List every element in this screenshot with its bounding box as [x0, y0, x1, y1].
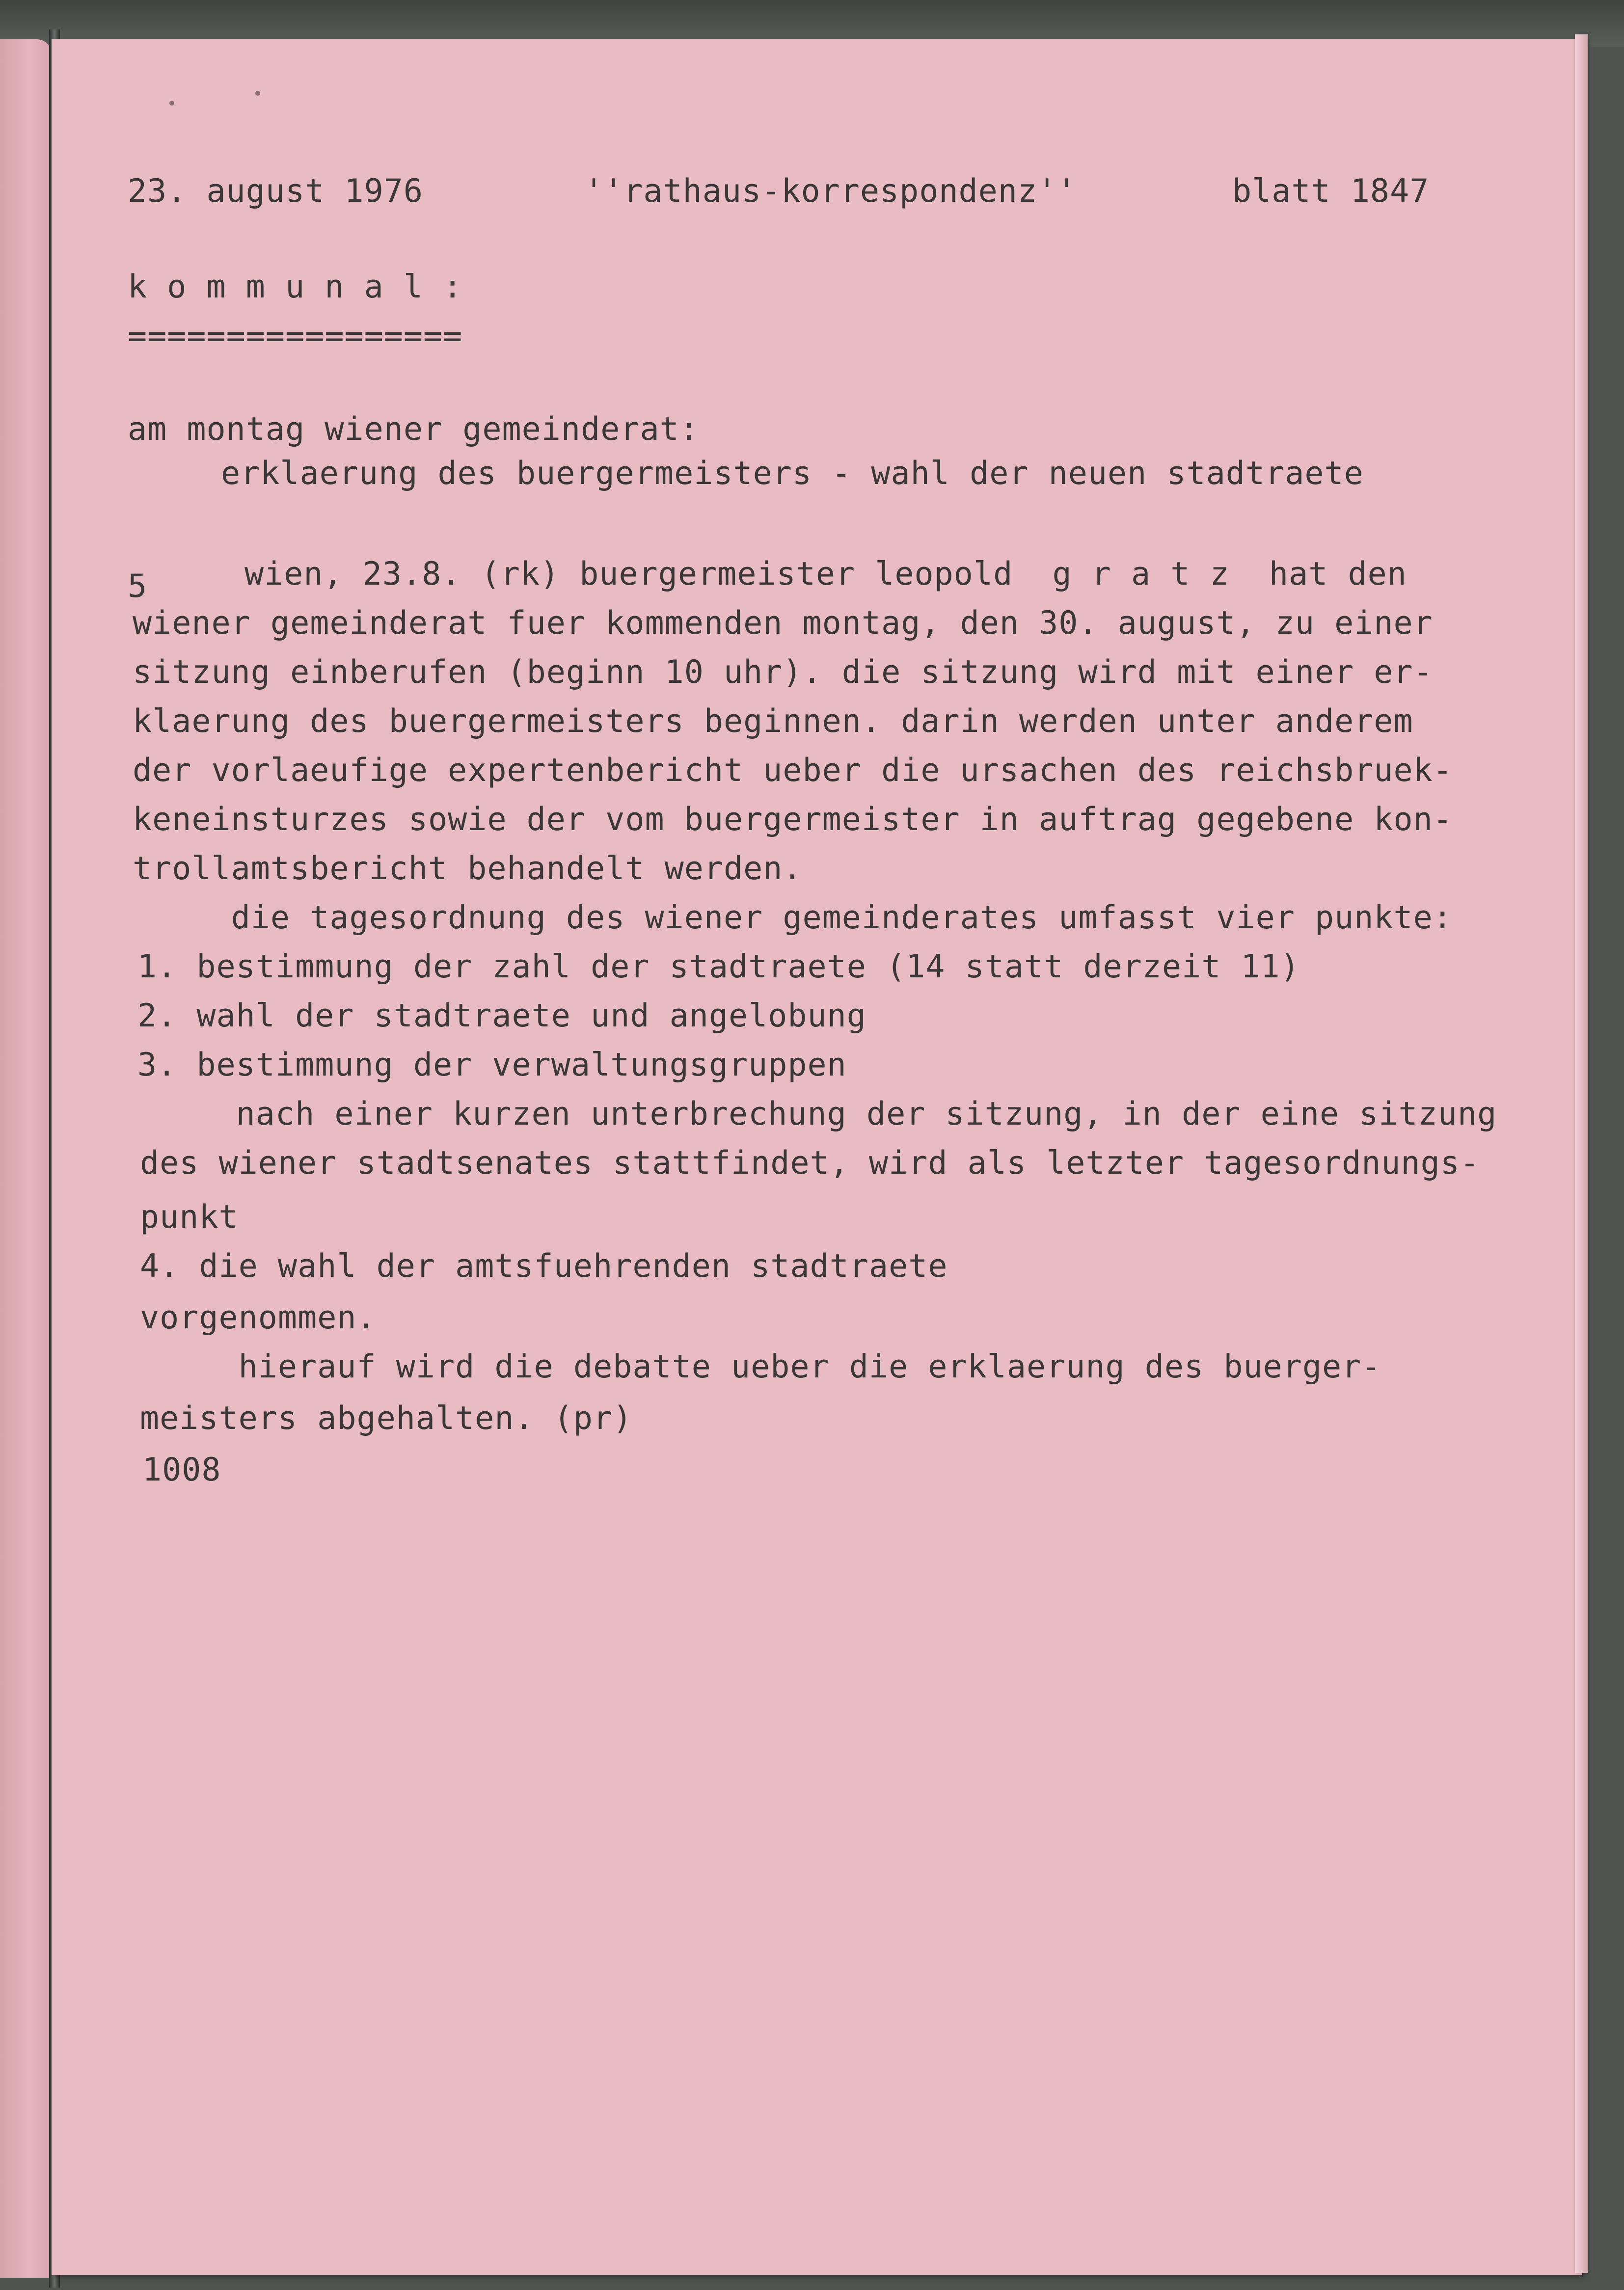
document-header	[128, 167, 1434, 216]
paper-speck	[255, 91, 260, 96]
body-line: sitzung einberufen (beginn 10 uhr). die sitzung wird mit einer er-	[133, 654, 1433, 691]
body-line: punkt	[140, 1199, 239, 1236]
section-title: k o m m u n a l :	[128, 269, 463, 305]
agenda-item: 4. die wahl der amtsfuehrenden stadtraete	[140, 1248, 948, 1285]
header-sheet-number: blatt 1847	[1232, 173, 1430, 210]
body-line: meisters abgehalten. (pr)	[140, 1400, 633, 1437]
body-line: des wiener stadtsenates stattfindet, wird als letzter tagesordnungs-	[140, 1145, 1480, 1182]
agenda-item: 3. bestimmung der verwaltungsgruppen	[137, 1047, 847, 1083]
margin-number: 5	[128, 568, 148, 605]
headline-line-2: erklaerung des buergermeisters - wahl der neuen stadtraete	[221, 455, 1364, 492]
agenda-item: 1. bestimmung der zahl der stadtraete (14 statt derzeit 11)	[137, 948, 1300, 985]
facing-page-edge	[0, 39, 52, 2278]
paper-speck	[169, 101, 174, 106]
body-line: trollamtsbericht behandelt werden.	[133, 850, 803, 887]
sheet-edge	[1575, 34, 1588, 2273]
agenda-item: 2. wahl der stadtraete und angelobung	[137, 997, 866, 1034]
body-line: vorgenommen.	[140, 1299, 377, 1336]
body-line: hierauf wird die debatte ueber die erklaerung des buerger-	[140, 1348, 1381, 1385]
body-line: wiener gemeinderat fuer kommenden montag, den 30. august, zu einer	[133, 605, 1433, 642]
document-code: 1008	[142, 1452, 221, 1488]
body-line: der vorlaeufige expertenbericht ueber die ursachen des reichsbruek-	[133, 752, 1453, 789]
body-line: klaerung des buergermeisters beginnen. darin werden unter anderem	[133, 703, 1413, 740]
headline-line-1: am montag wiener gemeinderat:	[128, 411, 699, 448]
body-line: nach einer kurzen unterbrechung der sitzung, in der eine sitzung	[137, 1096, 1497, 1132]
body-line: die tagesordnung des wiener gemeinderates umfasst vier punkte:	[133, 899, 1453, 936]
header-publication: ''rathaus-korrespondenz''	[584, 173, 1077, 210]
header-date: 23. august 1976	[128, 173, 423, 210]
body-line: wien, 23.8. (rk) buergermeister leopold g r a t z hat den	[244, 556, 1407, 593]
body-line: keneinsturzes sowie der vom buergermeister in auftrag gegebene kon-	[133, 801, 1453, 838]
section-underline: =================	[128, 318, 463, 354]
